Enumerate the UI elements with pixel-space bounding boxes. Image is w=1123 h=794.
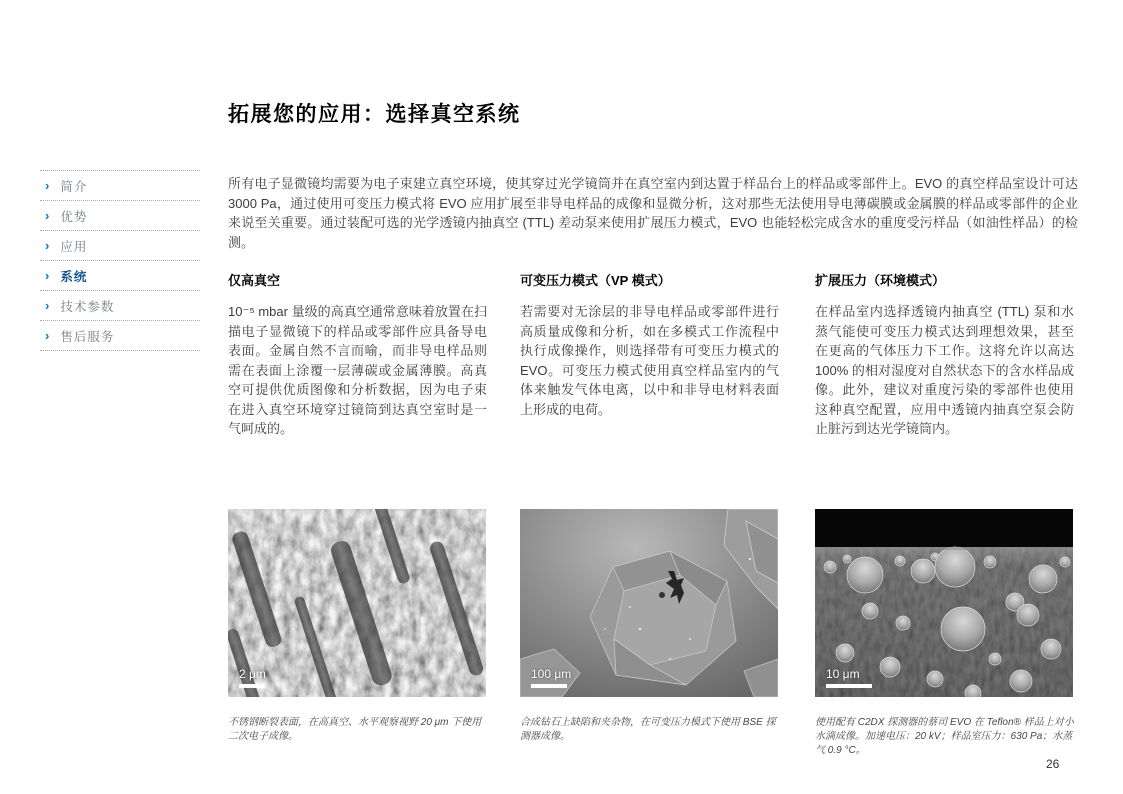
image-caption-droplets: 使用配有 C2DX 探测器的蔡司 EVO 在 Teflon® 样品上对小水滴成像。加速电压：20 kV；样品室压力：630 Pa；水蒸气 0.9 °C。 [815, 717, 1074, 756]
column-body: 在样品室内选择透镜内抽真空 (TTL) 泵和水蒸气能使可变压力模式达到理想效果，甚至在更高的气体压力下工作。这将允许以高达 100% 的相对湿度对自然状态下的含水样品成像。此外，建议对重度污染的零部件也使用这种真空配置，应用中透镜内抽真空泵会防止脏污到达光学镜筒内。 [815, 304, 1074, 436]
sidebar-item-advantages[interactable] [40, 200, 200, 230]
sidebar-item-specifications[interactable] [40, 290, 200, 320]
scale-line [239, 684, 265, 688]
chevron-right-icon: › [45, 268, 50, 283]
column-vp-mode [520, 270, 779, 432]
column-body: 10⁻⁵ mbar 量级的高真空通常意味着放置在扫描电子显微镜下的样品或零部件应具备导电表面。金属自然不言而喻，而非导电样品则需在表面上涂覆一层薄碳或金属薄膜。高真空可提供优质图像和分析数据，因为电子束在进入真空环境穿过镜筒到达真空室时是一气呵成的。 [228, 304, 487, 436]
page-title: 拓展您的应用：选择真空系统 [228, 103, 521, 127]
chevron-right-icon: › [45, 298, 50, 313]
sem-image-steel-fracture [228, 509, 486, 697]
scale-label: 2 μm [239, 667, 266, 681]
column-heading: 扩展压力（环境模式） [815, 273, 946, 288]
scale-line [531, 684, 567, 688]
sidebar-item-label: 售后服务 [60, 329, 115, 344]
column-heading: 可变压力模式（VP 模式） [520, 273, 671, 288]
sidebar-item-introduction[interactable] [40, 170, 200, 200]
sidebar-item-label: 技术参数 [60, 299, 115, 314]
sem-image-water-droplets [815, 509, 1073, 697]
sidebar-item-applications[interactable] [40, 230, 200, 260]
scale-bar [239, 667, 266, 688]
column-body: 若需要对无涂层的非导电样品或零部件进行高质量成像和分析，如在多模式工作流程中执行成像操作，则选择带有可变压力模式的 EVO。可变压力模式使用真空样品室内的气体来触发气体电离，以中和非导电材料表面上形成的电荷。 [520, 304, 779, 417]
column-high-vacuum [228, 270, 487, 452]
sem-fracture-texture [228, 509, 486, 697]
chevron-right-icon: › [45, 178, 50, 193]
sem-image-diamond-crystals [520, 509, 778, 697]
sidebar-nav [40, 170, 200, 351]
scale-bar [531, 667, 571, 688]
scale-label: 10 μm [826, 667, 860, 681]
scale-line [826, 684, 872, 688]
sidebar-item-label: 简介 [60, 179, 88, 194]
sidebar-item-label: 应用 [60, 239, 88, 254]
sidebar-item-service[interactable] [40, 320, 200, 351]
chevron-right-icon: › [45, 208, 50, 223]
image-caption-fracture: 不锈钢断裂表面，在高真空、水平观察视野 20 μm 下使用二次电子成像。 [228, 717, 482, 742]
chevron-right-icon: › [45, 328, 50, 343]
sidebar-item-system[interactable] [40, 260, 200, 290]
column-extended-pressure [815, 270, 1074, 452]
scale-label: 100 μm [531, 667, 572, 681]
page-number: 26 [1046, 757, 1060, 771]
column-heading: 仅高真空 [228, 273, 281, 288]
sidebar-item-label: 系统 [60, 269, 88, 284]
sidebar-item-label: 优势 [60, 209, 88, 224]
chevron-right-icon: › [45, 238, 50, 253]
image-caption-diamond: 合成钻石上缺陷和夹杂物，在可变压力模式下使用 BSE 探测器成像。 [520, 717, 776, 742]
scale-bar [826, 667, 872, 688]
intro-paragraph: 所有电子显微镜均需要为电子束建立真空环境，使其穿过光学镜筒并在真空室内到达置于样品台上的样品或零部件上。EVO 的真空样品室设计可达 3000 Pa，通过使用可变压力模式将 EVO 应用扩展至非导电样品的成像和显微分析，这对那些无法使用导电薄碳膜或金属膜的样品或零部件的企业来说至关重要。通过装配可选的光学透镜内抽真空 (TTL) 差动泵来使用扩展压力模式，EVO 也能轻松完成含水的重度受污样品（如油性样品）的检测。 [228, 176, 1078, 250]
